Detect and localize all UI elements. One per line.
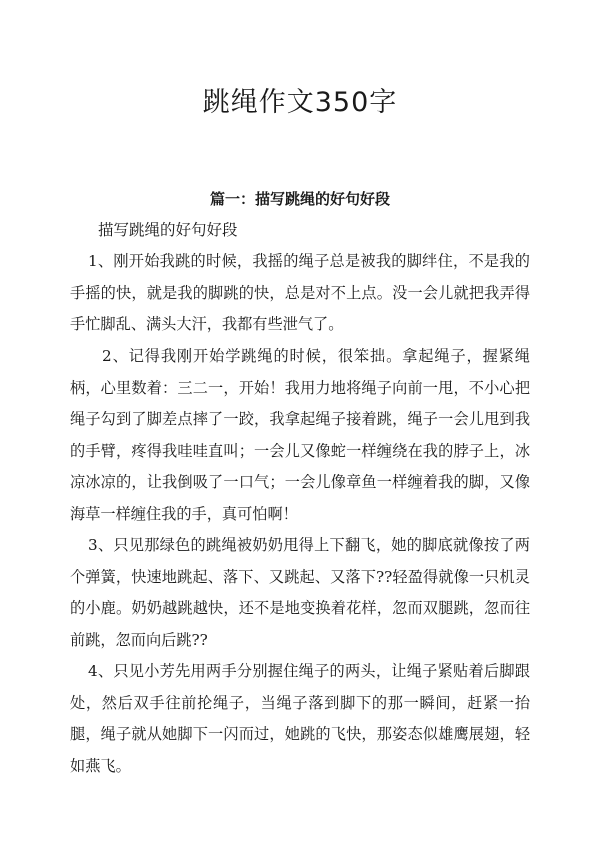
subheading: 描写跳绳的好句好段 [98,221,238,239]
paragraph-4: 4、只见小芳先用两手分别握住绳子的两头，让绳子紧贴着后脚跟处，然后双手往前抡绳子，当绳子落到脚下的那一瞬间，赶紧一抬腿，绳子就从她脚下一闪而过，她跳的飞快，那姿态似雄鹰展翅，轻如燕飞。 [70,662,530,775]
paragraph-1: 1、刚开始我跳的时候，我摇的绳子总是被我的脚绊住，不是我的手摇的快，就是我的脚跳的快，总是对不上点。没一会儿就把我弄得手忙脚乱、满头大汗，我都有些泄气了。 [70,252,530,333]
section-heading: 篇一：描写跳绳的好句好段 [209,190,390,208]
paragraph-3: 3、只见那绿色的跳绳被奶奶甩得上下翻飞，她的脚底就像按了两个弹簧，快速地跳起、落下、又跳起、又落下??轻盈得就像一只机灵的小鹿。奶奶越跳越快，还不是地变换着花样，忽而双腿跳，忽而往前跳，忽而向后跳?? [70,536,530,649]
paragraph-2: 2、记得我刚开始学跳绳的时候，很笨拙。拿起绳子，握紧绳柄，心里数着：三二一，开始！我用力地将绳子向前一甩，不小心把绳子勾到了脚差点摔了一跤，我拿起绳子接着跳，绳子一会儿甩到我的手臂，疼得我哇哇直叫；一会儿又像蛇一样缠绕在我的脖子上，冰凉冰凉的，让我倒吸了一口气；一会儿像章鱼一样缠着我的脚，又像海草一样缠住我的手，真可怕啊！ [70,347,530,523]
document-title: 跳绳作文350字 [202,87,398,118]
